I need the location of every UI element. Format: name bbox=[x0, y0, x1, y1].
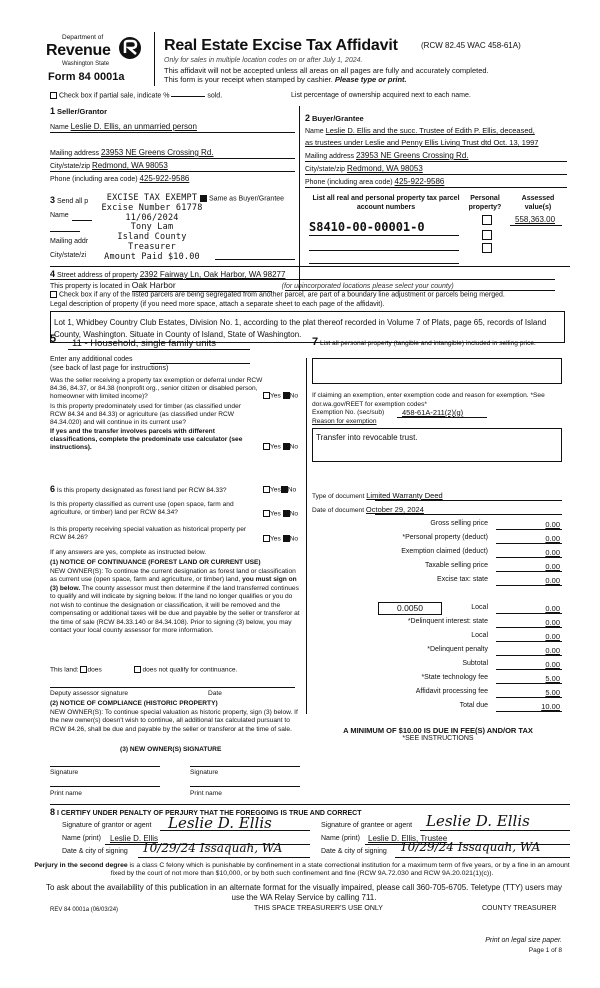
dept-name: Revenue bbox=[46, 42, 111, 59]
document-date[interactable]: October 29, 2024 bbox=[365, 505, 424, 514]
local-rate-box[interactable]: 0.0050 bbox=[378, 602, 442, 615]
subtotal: Subtotal 0.00 bbox=[462, 660, 560, 669]
same-as-buyer-checkbox[interactable] bbox=[200, 195, 207, 202]
page-number: Page 1 of 8 bbox=[528, 947, 562, 954]
property-location[interactable]: Oak Harbor bbox=[132, 280, 272, 292]
buyer-mailing[interactable]: 23953 NE Greens Crossing Rd. bbox=[355, 151, 469, 160]
header-divider bbox=[154, 32, 155, 86]
section-5: 5 11 - Household, single family units Enter any additional codes (see back of last page for instructions) Was the seller receiving a property tax exemption or deferral under RCW 84.36, 84.37, or 84.38 (nonprofit org., senior citizen or disabled person, homeowner with limited income)? Yes No Is this property predominately used for timber (as classified under RCW 84.34 and 84.33) or agriculture (as classified under RCW 84.34.020) and will continue in its current use? If yes and the transfer involves parcels with different classifications, complete the predominate use calculator (see instructions). Yes No bbox=[50, 333, 299, 452]
seller-mailing[interactable]: 23953 NE Greens Crossing Rd. bbox=[100, 148, 214, 157]
use-code[interactable]: 11 - Household, single family units bbox=[72, 338, 216, 349]
current-use-yes-checkbox[interactable] bbox=[263, 510, 270, 517]
assessed-value[interactable]: 558,363.00 bbox=[515, 215, 556, 224]
section-7: 7 List all personal property (tangible and intangible) included in selling price. If claiming an exemption, enter exemption code and reason for exemption. *See dor.wa.gov/REET for exemption codes* Exemption No. (sec/sub) 458-61A-211(2)(g) Reason for exemption Transfer into revocable trust. Type of document Limited Warranty Deed Date of document October 29, 2024 bbox=[312, 336, 570, 516]
header-note-2: This affidavit will not be accepted unless all areas on all pages are fully and accurately completed. bbox=[164, 66, 489, 75]
section-8: 8 I CERTIFY UNDER PENALTY OF PERJURY THAT THE FOREGOING IS TRUE AND CORRECT Signature of grantor or agent Leslie D. Ellis Name (print) Leslie D. Ellis Date & city of signing 10/29/24 Issaquah, WA Signature of grantee or agent Leslie D. Ellis Name (print) Leslie D. Ellis, Trustee Date & city of signing 10/29/24 Issaquah, WA bbox=[50, 804, 570, 859]
q2-yes-checkbox[interactable] bbox=[263, 443, 270, 450]
personal-property-checkbox-3[interactable] bbox=[482, 243, 492, 253]
seller-city[interactable]: Redmond, WA 98053 bbox=[92, 161, 168, 170]
total-due: Total due 10.00 bbox=[459, 702, 560, 711]
document-type[interactable]: Limited Warranty Deed bbox=[366, 491, 443, 500]
taxable-selling-price: Taxable selling price 0.00 bbox=[424, 562, 560, 571]
header-note-3: This form is your receipt when stamped by cashier. Please type or print. bbox=[164, 75, 407, 84]
property-street[interactable]: 2392 Fairway Ln, Oak Harbor, WA 98277 bbox=[139, 270, 286, 279]
seller-name[interactable]: Leslie D. Ellis, an unmarried person bbox=[70, 122, 197, 131]
q1-yes-checkbox[interactable] bbox=[263, 392, 270, 399]
col-divider-top bbox=[299, 106, 300, 291]
dept-top: Department of bbox=[62, 34, 104, 41]
send-all-section: 3 Send all p EXCISE TAX EXEMPT Excise Number 61778 11/06/2024 Tony Lam Island County Treasurer Amount Paid $10.00 Same as Buyer/Grantee Name Mailing addr City/state/zi bbox=[50, 192, 295, 267]
revenue-logo-icon bbox=[117, 36, 143, 60]
forest-yes-checkbox[interactable] bbox=[263, 486, 270, 493]
gross-selling-price: Gross selling price 0.00 bbox=[430, 520, 560, 529]
section-4: 4 Street address of property 2392 Fairway Ln, Oak Harbor, WA 98277 This property is located in Oak Harbor (for unincorporated locations please select your county) Check box if any of the listed parcels are being segregated from another parcel, are part of a boundary line adjustment or parcels being merged. Legal description of property (if you need more space, attach a separate sheet to each page of the affidavit). Lot 1, Whidbey Country Club Estates, Division No. 1, according to the plat thereof recorded in Volume 7 of Plats, page 65, records of Island County, Washington. Situate in County of Island, State of Washington. bbox=[50, 266, 570, 346]
q1-no-checkbox[interactable] bbox=[283, 392, 290, 399]
forest-no-checkbox[interactable] bbox=[281, 486, 288, 493]
seller-section: 1 Seller/Grantor Name Leslie D. Ellis, an unmarried person Mailing address 23953 NE Greens Crossing Rd. City/state/zip Redmond, WA 98053 Phone (including area code) 425-922-9586 bbox=[50, 106, 295, 186]
excise-exempt-stamp: EXCISE TAX EXEMPT Excise Number 61778 11/06/2024 Tony Lam Island County Treasurer Amount Paid $10.00 bbox=[101, 193, 203, 262]
header-note-1: Only for sales in multiple location codes on or after July 1, 2024. bbox=[164, 57, 363, 64]
parcels-heading: List all real and personal property tax parcel account numbers bbox=[312, 195, 460, 211]
legal-paper-note: Print on legal size paper. bbox=[485, 937, 562, 944]
personal-property-box[interactable] bbox=[312, 358, 562, 384]
county-treasurer: COUNTY TREASURER bbox=[482, 905, 557, 912]
state-technology-fee: *State technology fee 5.00 bbox=[421, 674, 560, 683]
land-does-not-checkbox[interactable] bbox=[134, 666, 141, 673]
buyer-section: 2 Buyer/Grantee Name Leslie D. Ellis and the succ. Trustee of Edith P. Ellis, deceased, as trustees under Leslie and Penny Ellis Living Trust dtd Oct. 13, 1997 Mailing address 23953 NE Greens Crossing Rd. City/state/zip Redmond, WA 98053 Phone (including area code) 425-922-9586 bbox=[305, 113, 567, 193]
revision: REV 84 0001a (06/03/24) bbox=[50, 907, 119, 913]
local-tax: Local 0.00 bbox=[471, 604, 560, 613]
dept-state: Washington State bbox=[62, 61, 110, 67]
delinquent-penalty: *Delinquent penalty 0.00 bbox=[427, 646, 560, 655]
buyer-phone[interactable]: 425-922-9586 bbox=[394, 177, 445, 186]
personal-property-checkbox-1[interactable] bbox=[482, 215, 492, 225]
treasurer-use: THIS SPACE TREASURER'S USE ONLY bbox=[254, 905, 383, 912]
parcels-section: List all real and personal property tax parcel account numbers Personal property? Assessed value(s) S8410-00-00001-0 558,363.00 bbox=[305, 195, 567, 270]
delinquent-interest-local: Local 0.00 bbox=[471, 632, 560, 641]
see-instructions-note: *SEE INSTRUCTIONS bbox=[402, 735, 474, 742]
perjury-notice: Perjury in the second degree is a class C felony which is punishable by confinement in a state correctional institution for a maximum term of five years, or by a fine in an amount fixed by the court of not more than $10,000, or by both such confinement and fine (RCW 9A.72.030 and RCW 9A.20.021(1)(c)). bbox=[34, 862, 570, 878]
current-use-no-checkbox[interactable] bbox=[283, 510, 290, 517]
reason-box[interactable] bbox=[312, 428, 562, 462]
exemption-claimed: Exemption claimed (deduct) 0.00 bbox=[401, 548, 560, 557]
exemption-number[interactable]: 458-61A-211(2)(g) bbox=[402, 408, 464, 417]
grantee-signature[interactable]: Leslie D. Ellis bbox=[426, 812, 530, 830]
parcel-number[interactable]: S8410-00-00001-0 bbox=[309, 220, 425, 234]
buyer-name-line1[interactable]: Leslie D. Ellis and the succ. Trustee of Edith P. Ellis, deceased, bbox=[325, 126, 535, 135]
personal-property-deduct: *Personal property (deduct) 0.00 bbox=[402, 534, 560, 543]
minimum-due-note: A MINIMUM OF $10.00 IS DUE IN FEE(S) AND/OR TAX bbox=[343, 726, 533, 735]
grantor-name[interactable]: Leslie D. Ellis bbox=[110, 834, 159, 843]
alt-format-notice: To ask about the availability of this publication in an alternate format for the visually impaired, please call 360-705-6705. Teletype (TTY) users may use the WA Relay Service by calling 711. bbox=[45, 883, 563, 902]
buyer-name-line2[interactable]: as trustees under Leslie and Penny Ellis Living Trust dtd Oct. 13, 1997 bbox=[305, 138, 539, 147]
partial-sale-checkbox[interactable] bbox=[50, 92, 57, 99]
reason-for-exemption: Transfer into revocable trust. bbox=[316, 433, 418, 442]
form-title-ref: (RCW 82.45 WAC 458-61A) bbox=[421, 41, 521, 50]
buyer-city[interactable]: Redmond, WA 98053 bbox=[347, 164, 423, 173]
grantor-date-city[interactable]: 10/29/24 Issaquah, WA bbox=[142, 841, 283, 855]
personal-property-checkbox-2[interactable] bbox=[482, 230, 492, 240]
grantee-name[interactable]: Leslie D. Ellis, Trustee bbox=[368, 834, 448, 843]
affidavit-processing-fee: Affidavit processing fee 5.00 bbox=[415, 688, 560, 697]
grantor-signature[interactable]: Leslie D. Ellis bbox=[168, 814, 272, 832]
form-number: Form 84 0001a bbox=[48, 71, 125, 83]
excise-tax-state: Excise tax: state 0.00 bbox=[437, 576, 560, 585]
segregated-checkbox[interactable] bbox=[50, 291, 57, 298]
section-6: 6 Is this property designated as forest land per RCW 84.33? Yes No Is this property classified as current use (open space, farm and agriculture, or timber) land per RCW 84.34? Yes No Is this property receiving special valuation as historical property per RCW 84.26? Yes No If any answers are yes, complete as instructed below. (1) NOTICE OF CONTINUANCE (FOREST LAND OR CURRENT USE) NEW OWNER(S): To continue the current designation as forest land or classification as current use (open space, farm and agriculture, or timber) land, you must sign on (3) below. The county assessor must then determine if the land transferred continues to qualify and will indicate by signing below. If the land no longer qualifies or you do not wish to continue the designation or classification, it will be removed and the compensating or additional taxes will be due and payable by the seller or transferor at the time of sale (RCW 84.33.140 or 84.34.108). Prior to signing (3) below, you may contact your local county assessor for more information. This land: does does not qualify for continuance. Deputy assessor signature Date (2) NOTICE OF COMPLIANCE (HISTORIC PROPERTY) NEW OWNER(S): To continue special valuation as historic property, sign (3) below. If the new owner(s) doesn't wish to continue, all additional tax calculated pursuant to RCW 84.26, shall be due and payable by the seller or transferor at the time of sale. (3) NEW OWNER(S) SIGNATURE Signature Signature Print name Print name bbox=[50, 484, 300, 797]
header bbox=[40, 30, 570, 90]
historic-yes-checkbox[interactable] bbox=[263, 535, 270, 542]
historic-no-checkbox[interactable] bbox=[283, 535, 290, 542]
delinquent-interest-state: *Delinquent interest: state 0.00 bbox=[407, 618, 560, 627]
grantee-date-city[interactable]: 10/29/24 Issaquah, WA bbox=[400, 840, 541, 854]
seller-phone[interactable]: 425-922-9586 bbox=[139, 174, 190, 183]
form-title: Real Estate Excise Tax Affidavit bbox=[164, 37, 398, 54]
legal-description: Lot 1, Whidbey Country Club Estates, Division No. 1, according to the plat thereof recorded in Volume 7 of Plats, page 65, records of Island County, Washington. Situate in County of Island, State of Washington. bbox=[54, 318, 547, 340]
partial-sale-row: Check box if partial sale, indicate % sold. List percentage of ownership acquired next to each name. bbox=[50, 92, 570, 101]
q2-no-checkbox[interactable] bbox=[283, 443, 290, 450]
